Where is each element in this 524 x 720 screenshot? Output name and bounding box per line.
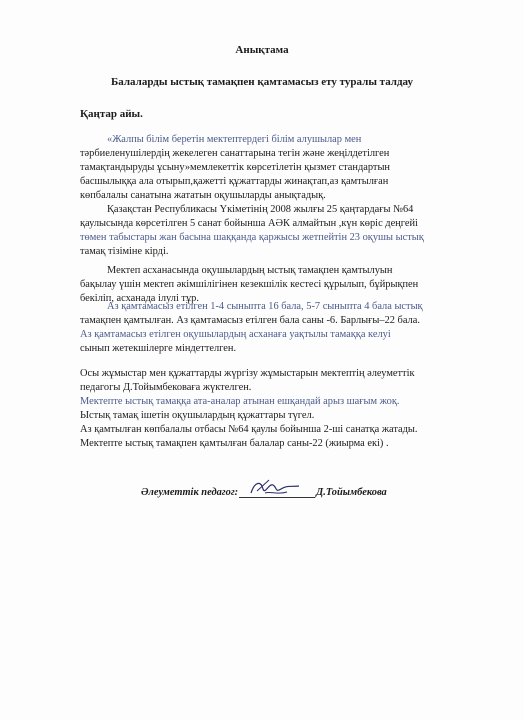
body-line: қаулысында көрсетілген 5 санат бойынша АӘК алмайтын ,күн көріс деңгейі [80, 218, 418, 229]
body-line: тамақтандыруды ұсыну»мемлекеттік көрсетілетін қызмет стандартын [80, 162, 390, 173]
signature-line [239, 485, 315, 498]
body-line: Аз қамтамасыз етілген оқушылардың асханаға уақтылы тамаққа келуі [80, 329, 391, 340]
body-line: сынып жетекшілерге міндеттелген. [80, 343, 237, 354]
body-line: тамақпен қамтылған. Аз қамтамасыз етілген бала саны -6. Барлығы–22 бала. [80, 315, 420, 326]
signature-block [141, 485, 387, 498]
body-line: Аз қамтамасыз етілген 1-4 сыныпта 16 бала, 5-7 сыныпта 4 бала ыстық [107, 301, 423, 312]
signature-name: Д.Тойымбекова [316, 487, 387, 498]
handwritten-signature-icon [247, 477, 307, 499]
body-line: педагогы Д.Тойымбековаға жүктелген. [80, 382, 252, 393]
body-line: тамақ тізіміне кірді. [80, 246, 169, 257]
body-line: көпбалалы санатына жататын оқушыларды анықтадық. [80, 190, 326, 201]
body-line: бақылау үшін мектеп әкімшілігінен кезекшілік кестесі құрылып, бұйрықпен [80, 279, 419, 290]
body-line: Аз қамтылған көпбалалы отбасы №64 қаулы бойынша 2-ші санатқа жатады. [80, 424, 418, 435]
body-line: тәрбиеленушілердің жекелеген санаттарына тегін және жеңілдетілген [80, 148, 390, 159]
body-line: «Жалпы білім беретін мектептердегі білім алушылар мен [107, 134, 362, 145]
body-line: басшылыққа ала отырып,қажетті құжаттарды жинақтап,аз қамтылған [80, 176, 389, 187]
body-line: Ыстық тамақ ішетін оқушылардың құжаттары түгел. [80, 410, 315, 421]
body-line: Осы жұмыстар мен құжаттарды жүргізу жұмыстарын мектептің әлеуметтік [80, 368, 415, 379]
document-title: Анықтама [235, 44, 289, 56]
body-line: Қазақстан Республикасы Үкіметінің 2008 жылғы 25 қаңтардағы №64 [107, 204, 414, 215]
signature-label: Әлеуметтік педагог: [141, 487, 239, 498]
body-line: Мектеп асханасында оқушылардың ыстық тамақпен қамтылуын [107, 265, 393, 276]
body-line: төмен табыстары жан басына шаққанда қаржысы жетпейтін 23 оқушы ыстық [80, 232, 424, 243]
body-line: бекіліп, асханада ілулі тұр. [80, 293, 199, 304]
report-month: Қаңтар айы. [80, 108, 143, 120]
body-line: Мектепте ыстық тамаққа ата-аналар атынан ешқандай арыз шағым жоқ. [80, 396, 400, 407]
document-subtitle: Балаларды ыстық тамақпен қамтамасыз ету туралы талдау [111, 76, 413, 88]
body-line: Мектепте ыстық тамақпен қамтылған балалар саны-22 (жиырма екі) . [80, 438, 389, 449]
